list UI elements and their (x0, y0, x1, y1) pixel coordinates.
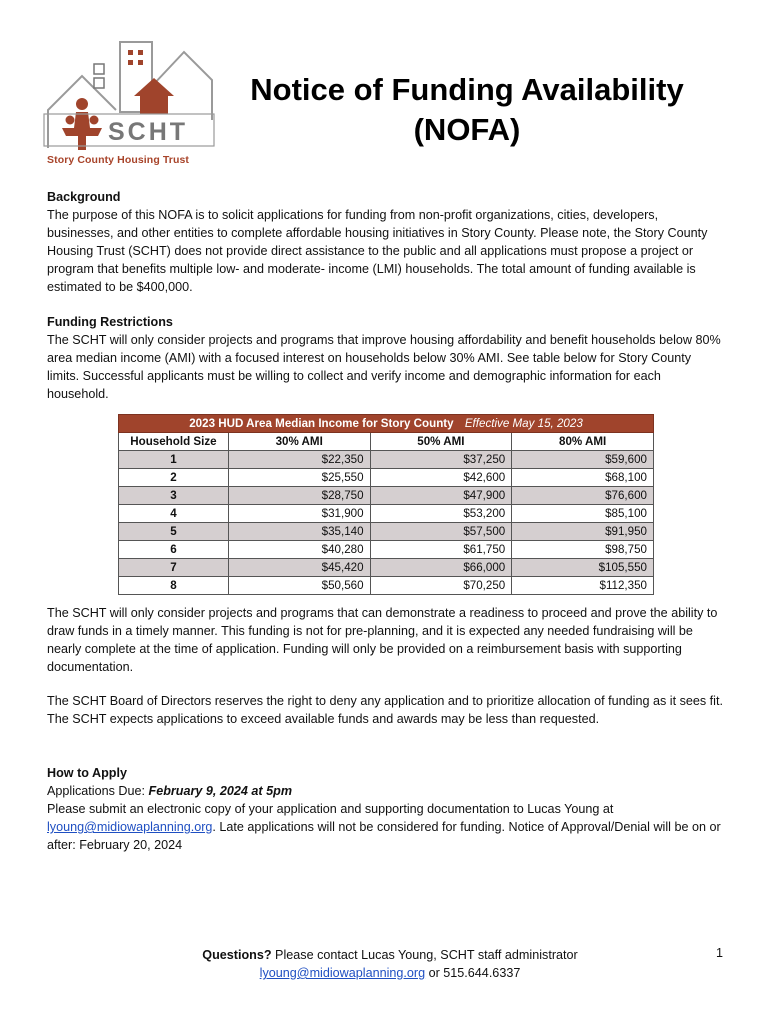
footer-contact-text: Please contact Lucas Young, SCHT staff administrator (271, 948, 578, 962)
ami-income-table (118, 414, 654, 595)
header-80-ami: 80% AMI (512, 433, 654, 451)
header-50-ami: 50% AMI (370, 433, 512, 451)
title-line-1: Notice of Funding Availability (250, 72, 684, 107)
ami-table-caption (119, 415, 654, 433)
footer-email-link[interactable]: lyoung@midiowaplanning.org (259, 966, 426, 980)
cell-household-size: 1 (119, 451, 229, 469)
table-row (119, 541, 654, 559)
cell-50-ami: $37,250 (370, 451, 512, 469)
cell-80-ami: $59,600 (512, 451, 654, 469)
cell-80-ami: $105,550 (512, 559, 654, 577)
page-footer (150, 946, 630, 982)
table-row (119, 523, 654, 541)
cell-80-ami: $76,600 (512, 487, 654, 505)
cell-80-ami: $112,350 (512, 577, 654, 595)
footer-contact-line (150, 964, 630, 982)
funding-restrictions-heading: Funding Restrictions (47, 315, 173, 329)
ami-table-effective-date: Effective May 15, 2023 (464, 417, 583, 430)
logo-org-name: Story County Housing Trust (47, 154, 190, 166)
cell-50-ami: $42,600 (370, 469, 512, 487)
submit-after-email-text: . Late applications will not be considered for funding. Notice of Approval/Denial will be on or after: February 20, 2024 (47, 820, 721, 852)
cell-50-ami: $57,500 (370, 523, 512, 541)
cell-30-ami: $40,280 (228, 541, 370, 559)
page-title (222, 70, 712, 150)
table-row (119, 469, 654, 487)
cell-household-size: 5 (119, 523, 229, 541)
background-text: The purpose of this NOFA is to solicit applications for funding from non-profit organizations, cities, developers, businesses, and other entities to complete affordable housing initiatives in Story County. Please note, the Story County Housing Trust (SCHT) does not provide direct assistance to the public and all applications must propose a project or program that benefits multiple low- and moderate- income (LMI) households. The total amount of funding available is estimated to be $400,000. (47, 208, 708, 294)
houses-family-icon (42, 40, 222, 172)
funding-restrictions-section (47, 313, 723, 403)
cell-household-size: 3 (119, 487, 229, 505)
cell-30-ami: $31,900 (228, 505, 370, 523)
cell-30-ami: $25,550 (228, 469, 370, 487)
table-row (119, 451, 654, 469)
board-text: The SCHT Board of Directors reserves the right to deny any application and to prioritize allocation of funding as it sees fit. The SCHT expects applications to exceed available funds and awards may be less than requested. (47, 694, 723, 726)
cell-household-size: 4 (119, 505, 229, 523)
footer-questions-label: Questions? (202, 948, 272, 962)
header-household-size: Household Size (119, 433, 229, 451)
page-number: 1 (716, 946, 724, 960)
cell-80-ami: $85,100 (512, 505, 654, 523)
applications-due-date: February 9, 2024 at 5pm (148, 784, 293, 798)
ami-table-title: 2023 HUD Area Median Income for Story County (189, 417, 454, 430)
applications-due-label: Applications Due: (47, 784, 149, 798)
cell-household-size: 2 (119, 469, 229, 487)
footer-questions-line (150, 946, 630, 964)
scht-logo (42, 40, 222, 172)
funding-restrictions-text: The SCHT will only consider projects and programs that improve housing affordability and benefit households below 80% area median income (AMI) with a focused interest on households below 30% AMI. See table below for Story County limits. Successful applicants must be willing to collect and verify income and demographic information for each household. (47, 333, 721, 401)
cell-50-ami: $53,200 (370, 505, 512, 523)
cell-household-size: 6 (119, 541, 229, 559)
applications-due-line (47, 782, 723, 800)
cell-50-ami: $66,000 (370, 559, 512, 577)
cell-30-ami: $28,750 (228, 487, 370, 505)
cell-30-ami: $45,420 (228, 559, 370, 577)
cell-50-ami: $61,750 (370, 541, 512, 559)
table-row (119, 559, 654, 577)
submit-instructions (47, 800, 723, 854)
how-to-apply-section (47, 764, 723, 854)
board-section (47, 692, 723, 728)
contact-email-link[interactable]: lyoung@midiowaplanning.org (47, 820, 213, 834)
cell-30-ami: $22,350 (228, 451, 370, 469)
cell-30-ami: $50,560 (228, 577, 370, 595)
how-to-apply-heading: How to Apply (47, 766, 127, 780)
background-heading: Background (47, 190, 121, 204)
background-section (47, 188, 723, 296)
cell-80-ami: $91,950 (512, 523, 654, 541)
cell-80-ami: $98,750 (512, 541, 654, 559)
cell-80-ami: $68,100 (512, 469, 654, 487)
footer-phone-text: or 515.644.6337 (425, 966, 521, 980)
cell-household-size: 8 (119, 577, 229, 595)
readiness-section (47, 604, 723, 676)
logo-scht-text: SCHT (108, 118, 189, 146)
table-row (119, 487, 654, 505)
cell-30-ami: $35,140 (228, 523, 370, 541)
readiness-text: The SCHT will only consider projects and programs that can demonstrate a readiness to proceed and prove the ability to draw funds in a timely manner. This funding is not for pre-planning, and it is expected any needed fundraising will be nearly complete at the time of application. Funding will only be provided on a reimbursement basis with supporting documentation. (47, 606, 718, 674)
cell-50-ami: $47,900 (370, 487, 512, 505)
table-row (119, 505, 654, 523)
table-row (119, 577, 654, 595)
cell-household-size: 7 (119, 559, 229, 577)
title-line-2: (NOFA) (413, 112, 521, 147)
submit-text: Please submit an electronic copy of your application and supporting documentation to Lucas Young at (47, 802, 614, 816)
cell-50-ami: $70,250 (370, 577, 512, 595)
header-30-ami: 30% AMI (228, 433, 370, 451)
